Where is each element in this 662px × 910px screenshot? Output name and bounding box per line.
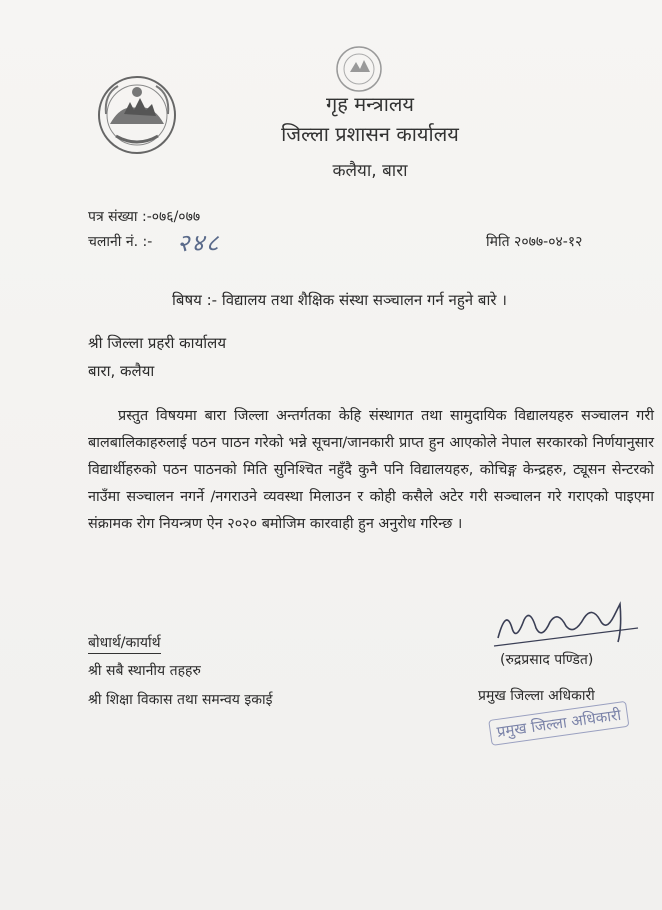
dispatch-number-label: चलानी नं. :- — [88, 234, 153, 250]
nepal-emblem-icon — [96, 74, 178, 156]
cc-item: श्री शिक्षा विकास तथा समन्वय इकाई — [88, 692, 273, 708]
recipient-name: श्री जिल्ला प्रहरी कार्यालय — [88, 334, 227, 352]
letter-number: पत्र संख्या :-०७६/०७७ — [88, 209, 201, 225]
letter-date: मिति २०७७-०४-१२ — [486, 234, 583, 250]
ministry-name: गृह मन्त्रालय — [325, 92, 415, 116]
cc-item: श्री सबै स्थानीय तहहरु — [88, 663, 201, 679]
designation-stamp: प्रमुख जिल्ला अधिकारी — [488, 701, 629, 746]
recipient-address: बारा, कलैया — [88, 362, 155, 380]
signatory-title: प्रमुख जिल्ला अधिकारी — [478, 688, 595, 704]
signatory-name: (रुद्रप्रसाद पण्डित) — [500, 652, 594, 668]
office-stamp-icon — [330, 44, 388, 94]
signature-icon — [488, 598, 648, 658]
office-name: जिल्ला प्रशासन कार्यालय — [281, 122, 459, 146]
letter-body: प्रस्तुत विषयमा बारा जिल्ला अन्तर्गतका केहि संस्थागत तथा सामुदायिक विद्यालयहरु सञ्चालन गरी बालबालिकाहरुलाई पठन पाठन गरेको भन्ने सूचना/जानकारी प्राप्त हुन आएकोले नेपाल सरकारको निर्णयानुसार विद्यार्थीहरुको पठन पाठनको मिति सुनिश्चित नहुँदै कुनै पनि विद्यालयहरु, कोचिङ्ग केन्द्रहरु, ट्यूसन सेन्टरको नाउँमा सञ्चालन नगर्ने /नगराउने व्यवस्था मिलाउन र कोही कसैले अटेर गरी सञ्चालन गरे गराएको पाइएमा संक्रामक रोग नियन्त्रण ऐन २०२० बमोजिम कारवाही हुन अनुरोध गरिन्छ । — [88, 408, 654, 532]
letter-subject: बिषय :- विद्यालय तथा शैक्षिक संस्था सञ्चालन गर्न नहुने बारे । — [172, 291, 507, 309]
office-location: कलैया, बारा — [332, 161, 408, 181]
dispatch-number-handwritten: २४८ — [177, 229, 221, 257]
cc-title: बोधार्थ/कार्यार्थ — [88, 633, 161, 654]
